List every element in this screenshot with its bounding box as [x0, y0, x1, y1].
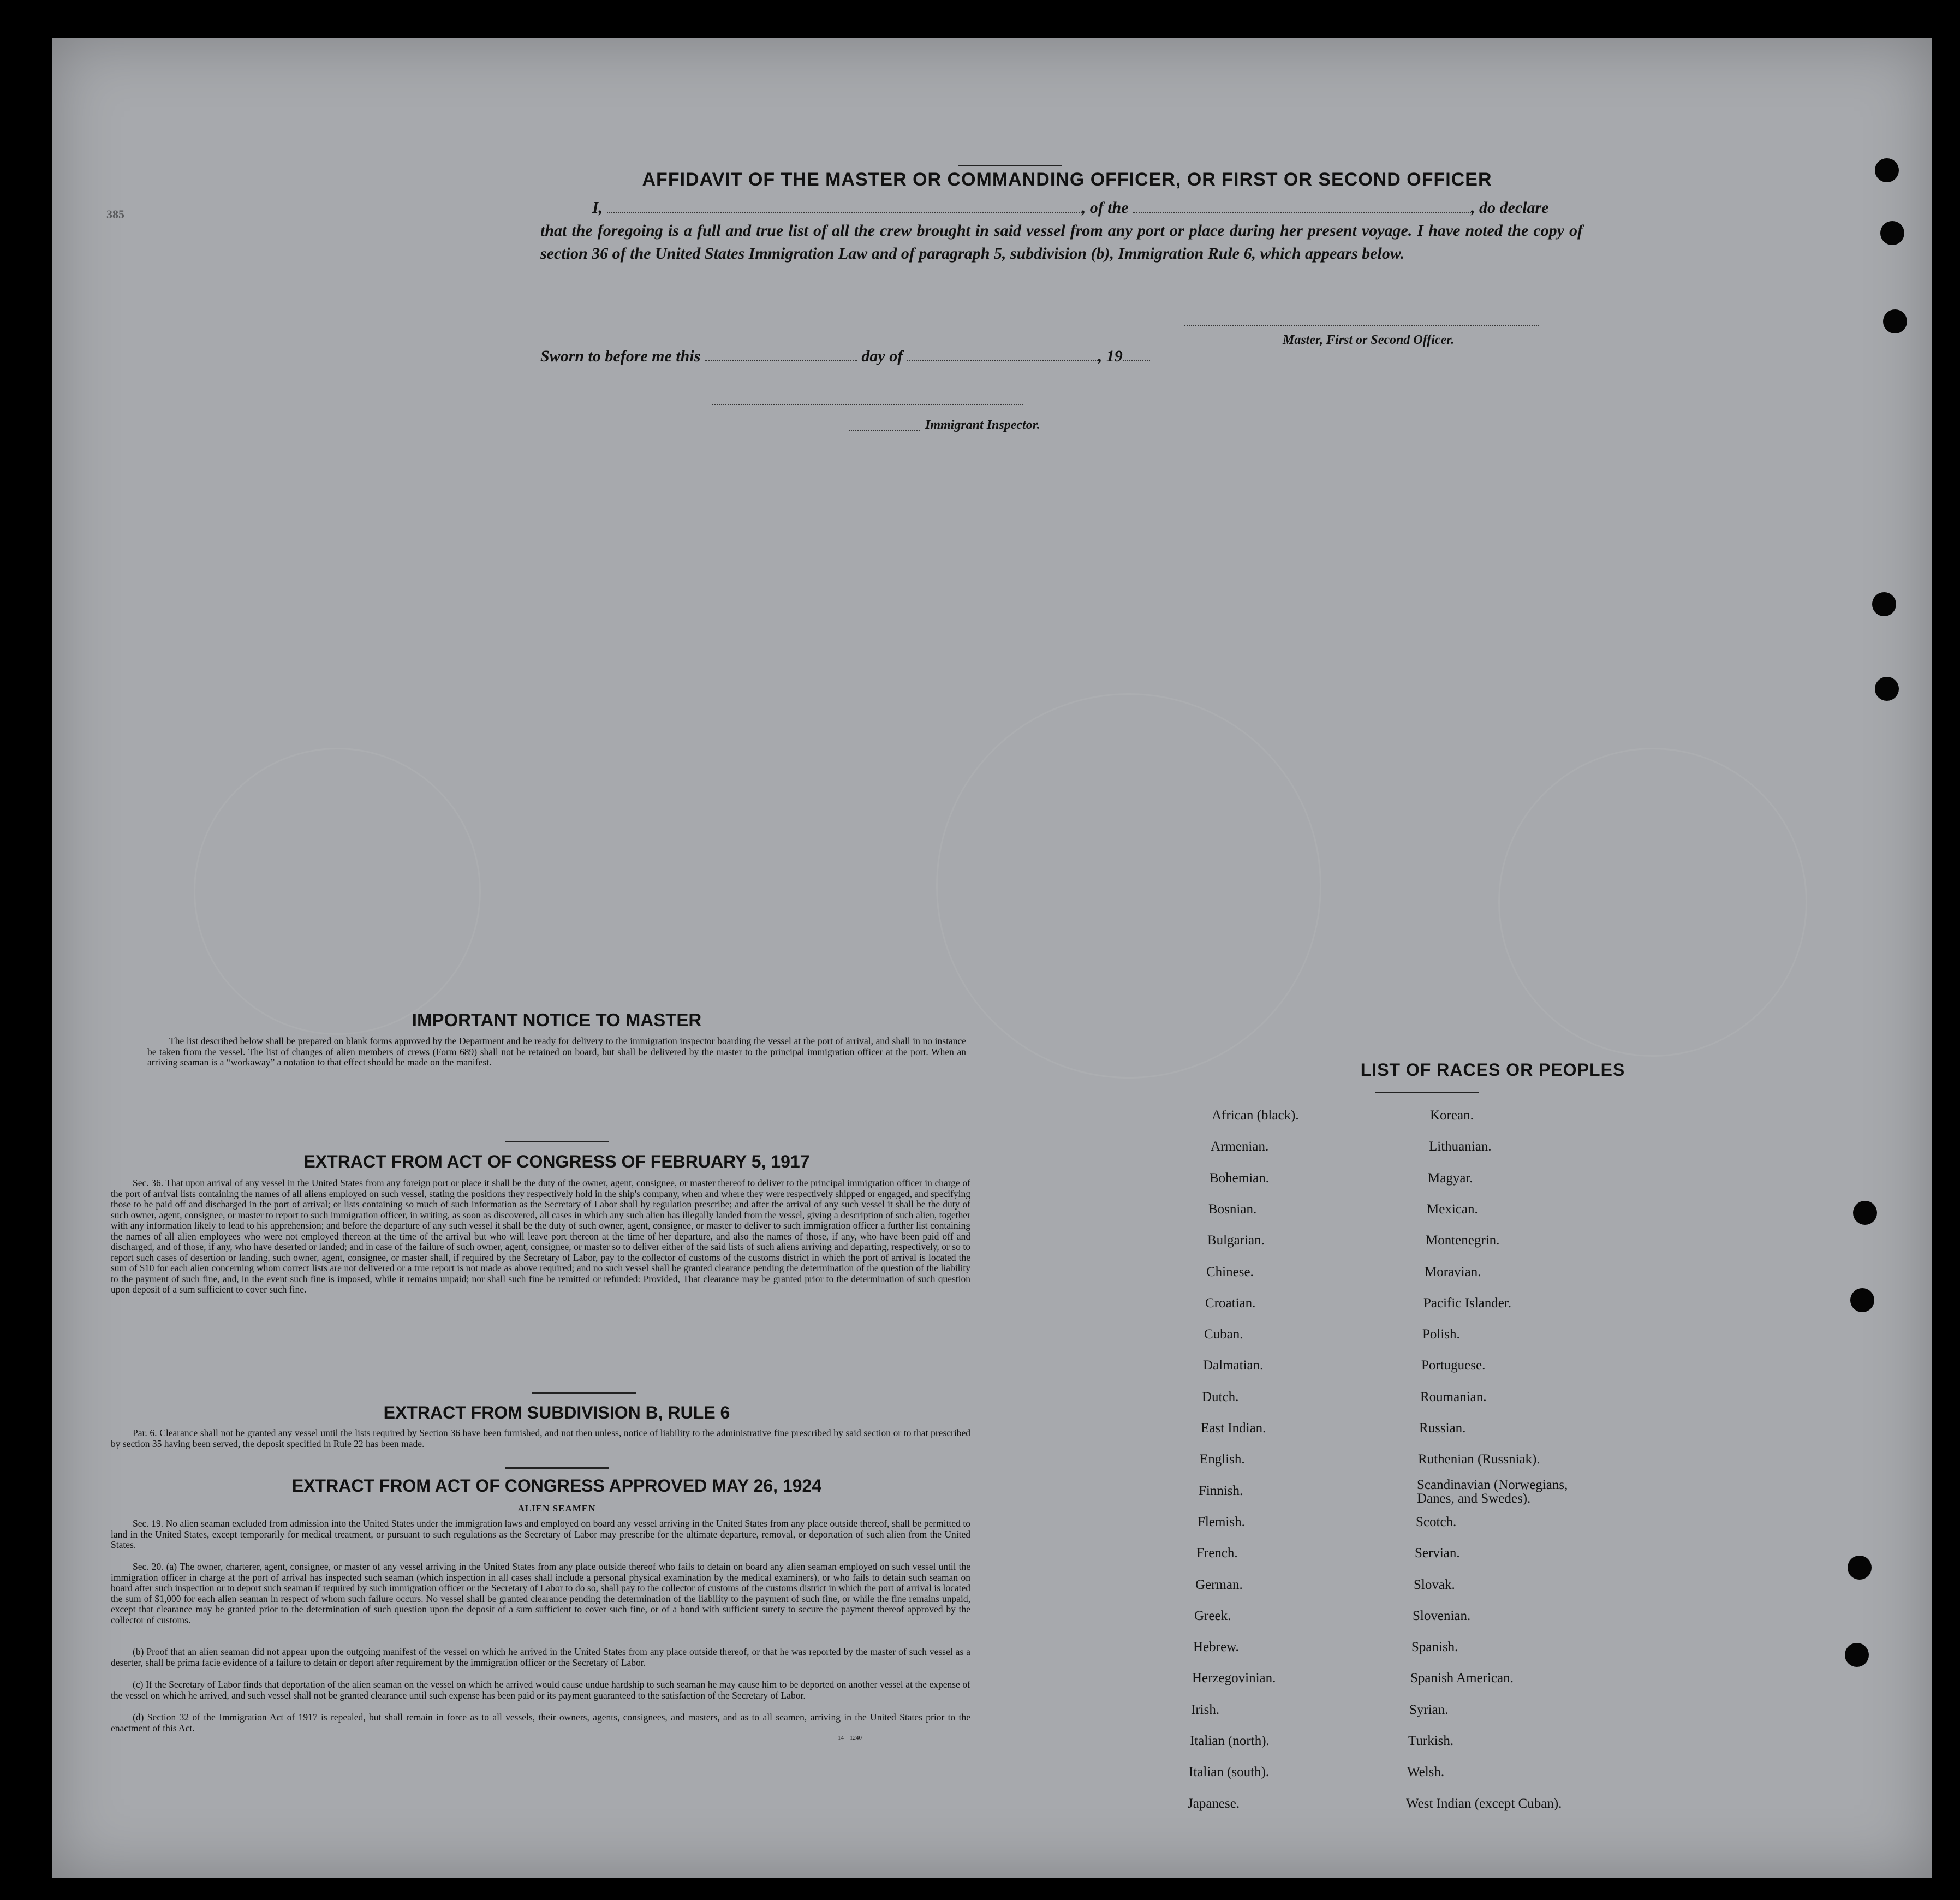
inspector-dash [849, 430, 920, 431]
divider [958, 165, 1062, 166]
sworn-year-field[interactable] [1123, 360, 1150, 361]
race-item: Bosnian. [1208, 1201, 1257, 1217]
of-the-label: , of the [1081, 199, 1129, 217]
race-item: Turkish. [1408, 1734, 1454, 1748]
sworn-day-field[interactable] [705, 360, 857, 361]
form-number: 14—1240 [838, 1735, 862, 1741]
race-item: Montenegrin. [1426, 1233, 1500, 1248]
divider [505, 1141, 609, 1142]
race-item: East Indian. [1201, 1421, 1266, 1436]
divider [532, 1392, 636, 1394]
watermark-seal [194, 748, 481, 1035]
punch-hole [1850, 1288, 1874, 1312]
race-item: Portuguese. [1421, 1358, 1486, 1373]
notice-body: The list described below shall be prepared on blank forms approved by the Department and be ready for delivery to the immigration inspector boarding the vessel at the port of arrival, and shall in no instance be taken from the vessel. The list of changes of alien members of crews (Form 689) shall not be retained on board, but shall be delivered by the master to the principal immigration officer at the port. When an arriving seaman is a “workaway” a notation to that effect should be made on the manifest. [147, 1035, 966, 1068]
sworn-month-field[interactable] [907, 360, 1098, 361]
race-item: Spanish. [1411, 1640, 1458, 1655]
race-item: Scotch. [1416, 1514, 1457, 1529]
race-item: Croatian. [1205, 1295, 1256, 1311]
punch-hole [1845, 1643, 1869, 1667]
race-item: Scandinavian (Norwegians, Danes, and Swedes). [1417, 1477, 1568, 1506]
race-item: Syrian. [1409, 1702, 1449, 1717]
race-item: Servian. [1415, 1546, 1460, 1561]
race-item: Korean. [1430, 1108, 1474, 1123]
race-item: Dalmatian. [1203, 1358, 1264, 1373]
punch-hole [1872, 592, 1896, 616]
signer-label: Master, First or Second Officer. [1283, 333, 1455, 347]
race-item: Magyar. [1428, 1170, 1473, 1186]
punch-hole [1880, 221, 1904, 245]
race-item: Dutch. [1202, 1389, 1239, 1404]
race-item: Herzegovinian. [1192, 1671, 1276, 1686]
race-item: Welsh. [1407, 1765, 1445, 1780]
race-item: Russian. [1419, 1421, 1466, 1436]
race-item: Pacific Islander. [1423, 1295, 1512, 1311]
notice-title: IMPORTANT NOTICE TO MASTER [412, 1010, 702, 1030]
sec20a-body: Sec. 20. (a) The owner, charterer, agent, consignee, or master of any vessel arriving in the United States from any place outside thereof who fails to detain on board any alien seaman employed on such vessel until the immigration officer in charge at the port of arrival has inspected such seaman (which inspection in all cases shall include a personal physical examination by the medical examiners), or who fails to detain such seaman on board after such inspection or to deport such seaman if required by such immigration officer or the Secretary of Labor to do so, shall pay to the collector of customs of the customs district in which the port of arrival is located the sum of $1,000 for each alien seaman in respect of whom such failure occurs. No vessel shall be granted clearance pending the determination of the liability to the payment of such fine, or while the fine remains unpaid, except that clearance may be granted prior to the determination of such question upon the deposit of a sum sufficient to cover such fine, or of a bond with sufficient surety to secure the payment thereof approved by the collector of customs. [111, 1561, 970, 1625]
document-page [52, 38, 1932, 1878]
day-of-label: day of [861, 347, 903, 365]
race-item: Moravian. [1425, 1264, 1481, 1279]
inspector-signature-line[interactable] [712, 404, 1023, 405]
race-item: Hebrew. [1193, 1640, 1239, 1655]
punch-hole [1853, 1201, 1877, 1225]
race-item: German. [1195, 1577, 1243, 1592]
affidavit-declaration [540, 196, 1583, 265]
extract-1924-title: EXTRACT FROM ACT OF CONGRESS APPROVED MAY 26, 1924 [291, 1476, 822, 1496]
races-title: LIST OF RACES OR PEOPLES [1360, 1060, 1625, 1080]
affidavit-body: that the foregoing is a full and true list of all the crew brought in said vessel from any port or place during her present voyage. I have noted the copy of section 36 of the United States Immigration Law and of paragraph 5, subdivision (b), Immigration Rule 6, which appears below. [540, 222, 1583, 263]
race-item: Japanese. [1188, 1796, 1240, 1811]
race-item: African (black). [1212, 1108, 1299, 1123]
sec20d-body: (d) Section 32 of the Immigration Act of 1917 is repealed, but shall remain in force as to all vessels, their owners, agents, consignees, and masters, and as to all seamen, arriving in the United States prior to the enactment of this Act. [111, 1712, 970, 1734]
race-item: Greek. [1194, 1608, 1231, 1623]
race-item: Lithuanian. [1429, 1139, 1492, 1154]
name-field[interactable] [607, 212, 1082, 213]
sworn-line [540, 345, 1150, 368]
signature-line[interactable] [1184, 325, 1539, 326]
race-item: Cuban. [1204, 1327, 1243, 1342]
race-item: West Indian (except Cuban). [1406, 1796, 1562, 1811]
race-item: French. [1196, 1546, 1238, 1561]
margin-note: 385 [106, 207, 124, 221]
sworn-label: Sworn to before me this [540, 347, 701, 365]
punch-hole [1848, 1556, 1872, 1580]
race-item: Slovenian. [1413, 1608, 1471, 1623]
rule6-title: EXTRACT FROM SUBDIVISION B, RULE 6 [383, 1403, 730, 1422]
race-item: Spanish American. [1410, 1671, 1514, 1686]
race-item: Roumanian. [1420, 1389, 1487, 1404]
punch-hole [1875, 677, 1899, 701]
year-label: , 19 [1098, 347, 1123, 365]
rule6-body: Par. 6. Clearance shall not be granted any vessel until the lists required by Section 36 have been furnished, and not then unless, notice of liability to the administrative fine prescribed by said section or to that prescribed by section 35 having been served, the deposit specified in Rule 22 has been made. [111, 1427, 970, 1449]
sec20b-body: (b) Proof that an alien seaman did not appear upon the outgoing manifest of the vessel on which he arrived in the United States from any place outside thereof, or that he was reported by the master of such vessel as a deserter, shall be prima facie evidence of a failure to detain or deport after requirement by the immigration officer or the Secretary of Labor. [111, 1646, 970, 1668]
sec20c-body: (c) If the Secretary of Labor finds that deportation of the alien seaman on the vessel on which he arrived would cause undue hardship to such seaman he may cause him to be deported on another vessel at the expense of the vessel on which he arrived, and such vessel shall not be granted clearance until such expense has been paid or its payment guaranteed to the satisfaction of the Secretary of Labor. [111, 1679, 970, 1701]
inspector-label: Immigrant Inspector. [925, 418, 1040, 432]
do-declare-label: , do declare [1471, 199, 1549, 217]
alien-seamen-subtitle: ALIEN SEAMEN [517, 1503, 596, 1514]
extract-1917-title: EXTRACT FROM ACT OF CONGRESS OF FEBRUARY 5, 1917 [303, 1152, 810, 1171]
extract-1917-body: Sec. 36. That upon arrival of any vessel in the United States from any foreign port or place it shall be the duty of the owner, agent, consignee, or master thereof to deliver to the principal immigration officer in charge of the port of arrival lists containing the names of all aliens employed on such vessel, stating the positions they respectively hold in the ship's company, when and where they were respectively shipped or engaged, and specifying those to be paid off and discharged in the port of arrival; or lists containing so much of such information as the Secretary of Labor shall by regulation prescribe; and after the arrival of any such vessel it shall be the duty of such owner, agent, consignee, or master to report to such immigration officer, in writing, as soon as discovered, all cases in which any such alien has illegally landed from the vessel, giving a description of such alien, together with any information likely to lead to his apprehension; and before the departure of any such vessel it shall be the duty of such owner, agent, consignee, or master to deliver to such immigration officer a further list containing the names of all alien employees who were not employed thereon at the time of the arrival but who will leave port thereon at the time of her departure, and also the names of those, if any, who have been paid off and discharged, and of those, if any, who have deserted or landed; and in case of the failure of such owner, agent, consignee, or master so to deliver either of the said lists of such aliens arriving and departing, respectively, or so to report such cases of desertion or landing, such owner, agent, consignee, or master shall, if required by the Secretary of Labor, pay to the collector of customs of the customs district in which the port of arrival is located the sum of $10 for each alien concerning whom correct lists are not delivered or a true report is not made as above required; and no such vessel shall be granted clearance pending the determination of the question of the liability to the payment of such fine, and, in the event such fine is imposed, while it remains unpaid; nor shall such fine be remitted or refunded: Provided, That clearance may be granted prior to the determination of such question upon deposit of a sum sufficient to cover such fine. [111, 1177, 970, 1295]
race-item: Mexican. [1427, 1201, 1478, 1217]
race-item: Slovak. [1414, 1577, 1455, 1592]
watermark-seal [1498, 748, 1807, 1057]
race-item: Ruthenian (Russniak). [1418, 1452, 1540, 1467]
affidavit-title: AFFIDAVIT OF THE MASTER OR COMMANDING OFFICER, OR FIRST OR SECOND OFFICER [642, 169, 1492, 190]
divider [505, 1467, 609, 1469]
race-item: English. [1200, 1452, 1245, 1467]
race-item: Finnish. [1199, 1483, 1243, 1498]
watermark-seal [936, 693, 1321, 1079]
i-label: I, [592, 199, 603, 217]
race-item: Bulgarian. [1207, 1233, 1265, 1248]
race-item: Flemish. [1198, 1514, 1245, 1529]
race-item: Italian (south). [1189, 1765, 1270, 1780]
vessel-field[interactable] [1133, 212, 1471, 213]
race-item: Italian (north). [1190, 1734, 1270, 1748]
race-item: Armenian. [1211, 1139, 1269, 1154]
race-item: Polish. [1422, 1327, 1460, 1342]
divider [1375, 1092, 1479, 1093]
sec19-body: Sec. 19. No alien seaman excluded from admission into the United States under the immigration laws and employed on board any vessel arriving in the United States from any place outside thereof, shall be permitted to land in the United States, except temporarily for medical treatment, or pursuant to such regulations as the Secretary of Labor may prescribe for the ultimate departure, removal, or deportation of such alien from the United States. [111, 1518, 970, 1550]
punch-hole [1875, 158, 1899, 182]
race-item: Bohemian. [1210, 1170, 1270, 1186]
punch-hole [1883, 309, 1907, 333]
race-item: Chinese. [1206, 1264, 1254, 1279]
race-item: Irish. [1191, 1702, 1220, 1717]
